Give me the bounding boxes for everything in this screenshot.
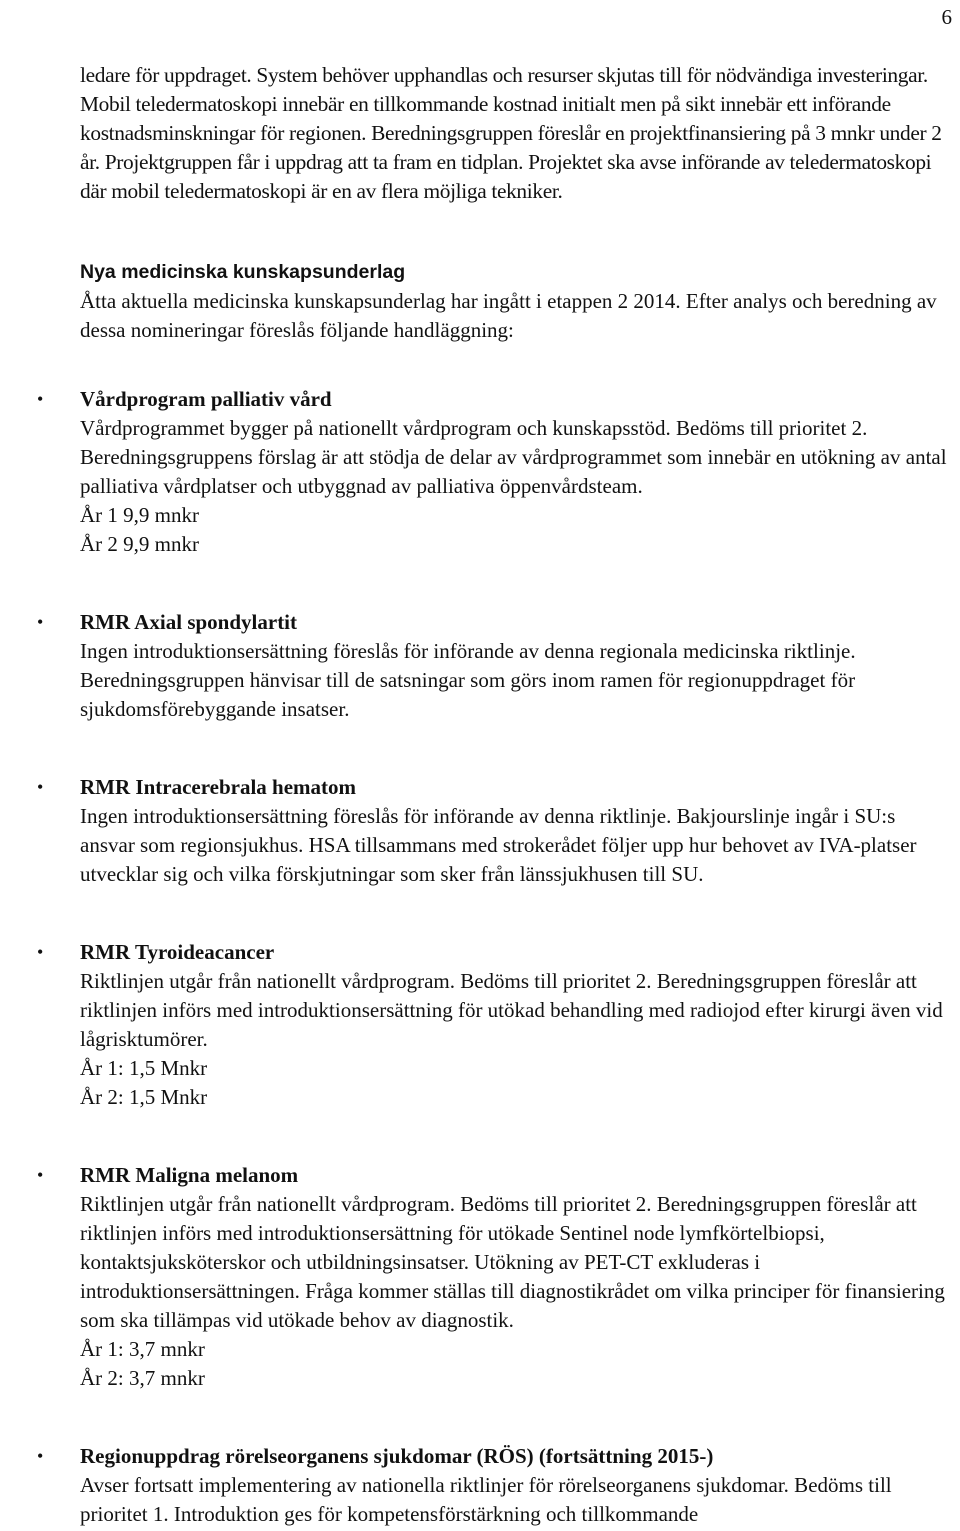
list-item — [37, 608, 952, 724]
item-body: Riktlinjen utgår från nationellt vårdprogram. Bedöms till prioritet 2. Beredningsgruppen föreslår att riktlinjen införs med introduktionsersättning för utökad behandling med radiojod efter kirurgi även vid lågrisktumörer. — [80, 969, 943, 1051]
cost-line: År 1: 1,5 Mnkr — [80, 1056, 208, 1080]
item-title: RMR Intracerebrala hematom — [80, 775, 357, 799]
cost-line: År 2: 3,7 mnkr — [80, 1366, 205, 1390]
proposal-list — [37, 385, 952, 1529]
bullet-icon: • — [37, 1446, 44, 1466]
item-title: Vårdprogram palliativ vård — [80, 387, 332, 411]
list-item — [37, 1161, 952, 1393]
list-item — [37, 938, 952, 1112]
bullet-icon: • — [37, 1165, 44, 1185]
document-body — [37, 61, 952, 1529]
bullet-icon: • — [37, 777, 44, 797]
item-body: Ingen introduktionsersättning föreslås för införande av denna riktlinje. Bakjourslinje ingår i SU:s ansvar som regionsjukhus. HSA tillsammans med strokerådet följer upp hur behovet av IVA-platser utvecklar sig och vilka förskjutningar som sker från länssjukhusen till SU. — [80, 804, 917, 886]
section-heading: Nya medicinska kunskapsunderlag — [80, 261, 406, 283]
list-item — [37, 773, 952, 889]
item-title: RMR Maligna melanom — [80, 1163, 299, 1187]
item-body: Riktlinjen utgår från nationellt vårdprogram. Bedöms till prioritet 2. Beredningsgruppen föreslår att riktlinjen införs med introduktionsersättning för utökade Sentinel node lymfkörtelbiopsi, kontaktsjuksköterskor och utbildningsinsatser. Utökning av PET-CT exkluderas i introduktionsersättningen. Fråga kommer ställas till diagnostikrådet om vilka principer för finansiering som ska tillämpas vid utökade behov av diagnostik. — [80, 1192, 945, 1332]
item-body: Vårdprogrammet bygger på nationellt vårdprogram och kunskapsstöd. Bedöms till prioritet 2. Beredningsgruppens förslag är att stödja de delar av vårdprogrammet som innebär en utökning av antal palliativa vårdplatser och utbyggnad av palliativa öppenvårdsteam. — [80, 416, 947, 498]
section-lead: Åtta aktuella medicinska kunskapsunderlag har ingått i etappen 2 2014. Efter analys och beredning av dessa nomineringar föreslås följande handläggning: — [80, 289, 937, 342]
item-body: Ingen introduktionsersättning föreslås för införande av denna regionala medicinska riktlinje. Beredningsgruppen hänvisar till de satsningar som görs inom ramen för regionuppdraget för sjukdomsförebyggande insatser. — [80, 639, 856, 721]
item-title: RMR Tyroideacancer — [80, 940, 275, 964]
cost-line: År 1 9,9 mnkr — [80, 503, 199, 527]
bullet-icon: • — [37, 612, 44, 632]
page-number: 6 — [941, 5, 952, 29]
item-title: Regionuppdrag rörelseorganens sjukdomar (RÖS) (fortsättning 2015-) — [80, 1444, 714, 1468]
bullet-icon: • — [37, 942, 44, 962]
item-title: RMR Axial spondylartit — [80, 610, 298, 634]
bullet-icon: • — [37, 389, 44, 409]
list-item — [37, 385, 952, 559]
cost-line: År 2 9,9 mnkr — [80, 532, 199, 556]
cost-line: År 2: 1,5 Mnkr — [80, 1085, 208, 1109]
intro-paragraph: ledare för uppdraget. System behöver upphandlas och resurser skjutas till för nödvändiga investeringar. Mobil teledermatoskopi innebär en tillkommande kostnad initialt men på sikt innebär ett införande kostnadsminskningar för regionen. Beredningsgruppen föreslår en projektfinansiering på 3 mnkr under 2 år. Projektgruppen får i uppdrag att ta fram en tidplan. Projektet ska avse införande av teledermatoskopi där mobil teledermatoskopi är en av flera möjliga tekniker. — [80, 63, 942, 203]
cost-line: År 1: 3,7 mnkr — [80, 1337, 205, 1361]
list-item — [37, 1442, 952, 1529]
item-body: Avser fortsatt implementering av nationella riktlinjer för rörelseorganens sjukdomar. Bedöms till prioritet 1. Introduktion ges för kompetensförstärkning och tillkommande — [80, 1473, 892, 1526]
